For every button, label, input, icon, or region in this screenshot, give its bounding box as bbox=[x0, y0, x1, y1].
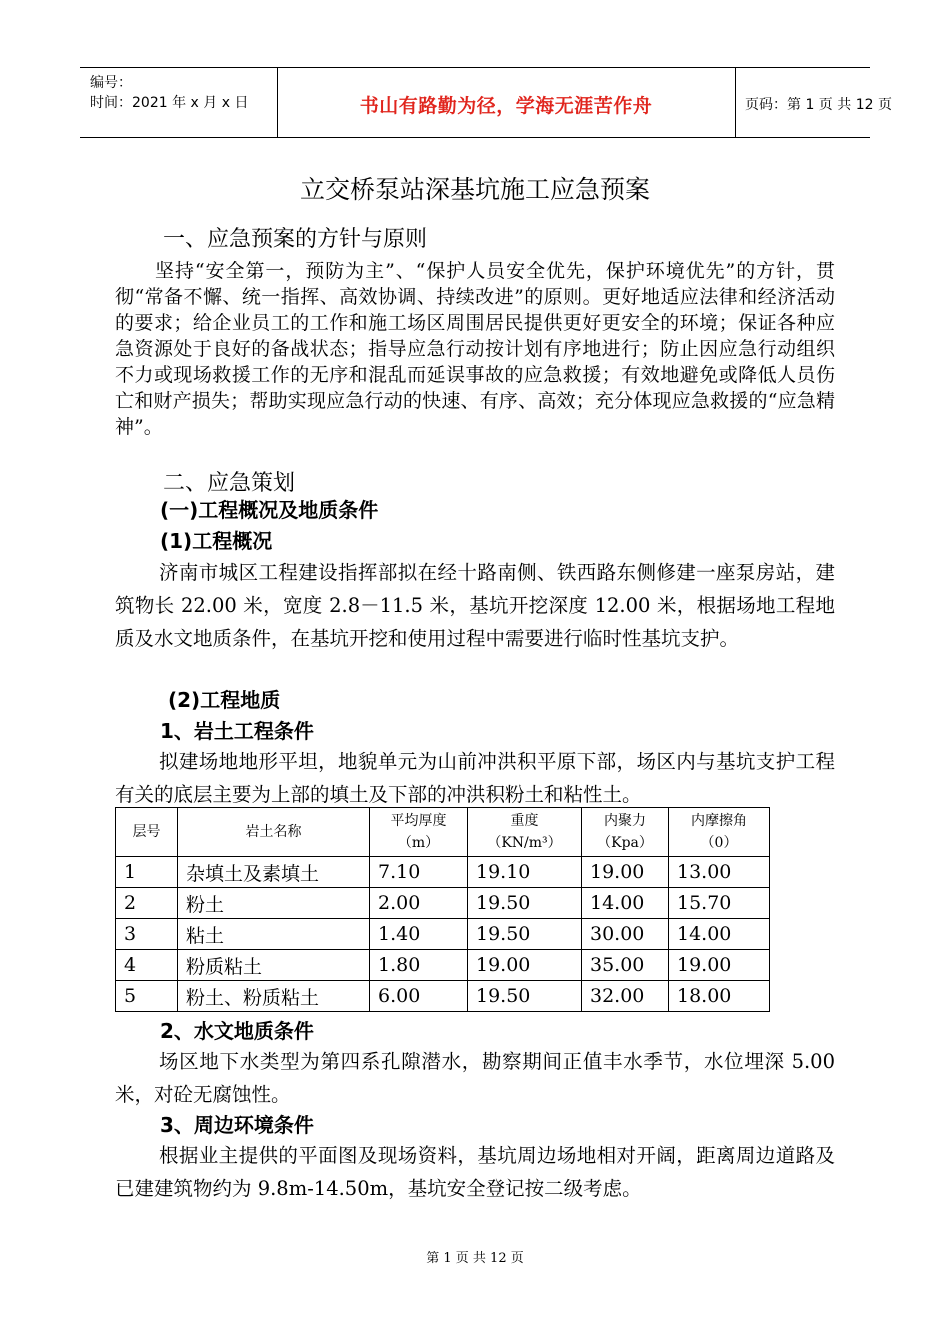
subsection-heading: 1、岩土工程条件 bbox=[160, 719, 314, 743]
table-row bbox=[116, 888, 770, 919]
document-title: 立交桥泵站深基坑施工应急预案 bbox=[299, 175, 650, 204]
table-header-row bbox=[116, 808, 770, 857]
table-cell: 7.10 bbox=[370, 857, 468, 888]
table-header-cell: 重度 （KN/m³） bbox=[468, 808, 582, 857]
table-cell: 30.00 bbox=[582, 919, 669, 950]
table-row bbox=[116, 981, 770, 1012]
subsection-heading: (2)工程地质 bbox=[168, 688, 281, 712]
table-cell: 6.00 bbox=[370, 981, 468, 1012]
table-cell: 2 bbox=[116, 888, 178, 919]
table-cell: 1 bbox=[116, 857, 178, 888]
table-cell: 1.80 bbox=[370, 950, 468, 981]
geo2-body: 场区地下水类型为第四系孔隙潜水，勘察期间正值丰水季节，水位埋深 5.00 米，对砼无腐蚀性。 bbox=[115, 1050, 835, 1106]
header-meta bbox=[80, 68, 278, 137]
table-row bbox=[116, 857, 770, 888]
table-cell: 1.40 bbox=[370, 919, 468, 950]
page-info: 页码：第 1 页 共 12 页 bbox=[745, 97, 892, 113]
soil-table bbox=[115, 807, 770, 1012]
subsection-heading: 2、水文地质条件 bbox=[160, 1019, 314, 1043]
table-header-cell: 岩土名称 bbox=[178, 808, 370, 857]
table-header-cell: 平均厚度 （m） bbox=[370, 808, 468, 857]
subsection-heading: (1)工程概况 bbox=[160, 529, 273, 553]
motto: 书山有路勤为径，学海无涯苦作舟 bbox=[359, 95, 653, 117]
page-header bbox=[80, 67, 892, 138]
subsection-heading: (一)工程概况及地质条件 bbox=[160, 498, 379, 522]
table-cell: 2.00 bbox=[370, 888, 468, 919]
table-cell: 15.70 bbox=[669, 888, 770, 919]
table-row bbox=[116, 950, 770, 981]
table-cell: 18.00 bbox=[669, 981, 770, 1012]
table-cell: 19.50 bbox=[468, 888, 582, 919]
table-cell: 粉质粘土 bbox=[178, 950, 370, 981]
geo3-body: 根据业主提供的平面图及现场资料，基坑周边场地相对开阔，距离周边道路及已建建筑物约为 9.8m-14.50m，基坑安全登记按二级考虑。 bbox=[115, 1144, 835, 1200]
table-cell: 5 bbox=[116, 981, 178, 1012]
section-1-heading: 一、应急预案的方针与原则 bbox=[163, 227, 428, 252]
section-1-body: 坚持“安全第一，预防为主”、“保护人员安全优先，保护环境优先”的方针，贯彻“常备不懈、统一指挥、高效协调、持续改进”的原则。更好地适应法律和经济活动的要求；给企业员工的工作和施工场区周围居民提供更好更安全的环境；保证各种应急资源处于良好的备战状态；指导应急行动按计划有序地进行；防止因应急行动组织不力或现场救援工作的无序和混乱而延误事故的应急救援；有效地避免或降低人员伤亡和财产损失；帮助实现应急行动的快速、有序、高效；充分体现应急救援的“应急精神”。 bbox=[115, 260, 835, 438]
table-cell: 32.00 bbox=[582, 981, 669, 1012]
table-cell: 14.00 bbox=[582, 888, 669, 919]
table-row bbox=[116, 919, 770, 950]
date-label: 时间：2021 年 x 月 x 日 bbox=[90, 95, 249, 111]
subsection-heading: 3、周边环境条件 bbox=[160, 1113, 314, 1137]
table-cell: 19.00 bbox=[669, 950, 770, 981]
table-header-cell: 内聚力 （Kpa） bbox=[582, 808, 669, 857]
page-footer: 第 1 页 共 12 页 bbox=[426, 1251, 524, 1266]
table-cell: 14.00 bbox=[669, 919, 770, 950]
table-header-cell: 内摩擦角 （0） bbox=[669, 808, 770, 857]
header-motto-cell bbox=[277, 68, 736, 137]
table-cell: 19.00 bbox=[468, 950, 582, 981]
table-header-cell: 层号 bbox=[116, 808, 178, 857]
section-2-heading: 二、应急策划 bbox=[163, 471, 296, 496]
table-cell: 35.00 bbox=[582, 950, 669, 981]
geo1-body: 拟建场地地形平坦，地貌单元为山前冲洪积平原下部，场区内与基坑支护工程有关的底层主要为上部的填土及下部的冲洪积粉土和粘性土。 bbox=[115, 750, 835, 806]
table-cell: 19.10 bbox=[468, 857, 582, 888]
table-cell: 粉土、粉质粘土 bbox=[178, 981, 370, 1012]
table-cell: 13.00 bbox=[669, 857, 770, 888]
number-label: 编号： bbox=[90, 75, 132, 91]
table-cell: 粉土 bbox=[178, 888, 370, 919]
header-page-cell bbox=[735, 68, 892, 137]
overview-body: 济南市城区工程建设指挥部拟在经十路南侧、铁西路东侧修建一座泵房站，建筑物长 22.00 米，宽度 2.8－11.5 米，基坑开挖深度 12.00 米，根据场地工程地质及水文地质条件，在基坑开挖和使用过程中需要进行临时性基坑支护。 bbox=[115, 561, 835, 650]
table-cell: 19.50 bbox=[468, 981, 582, 1012]
table-cell: 19.50 bbox=[468, 919, 582, 950]
table-cell: 3 bbox=[116, 919, 178, 950]
table-cell: 4 bbox=[116, 950, 178, 981]
table-cell: 粘土 bbox=[178, 919, 370, 950]
table-cell: 19.00 bbox=[582, 857, 669, 888]
table-cell: 杂填土及素填土 bbox=[178, 857, 370, 888]
